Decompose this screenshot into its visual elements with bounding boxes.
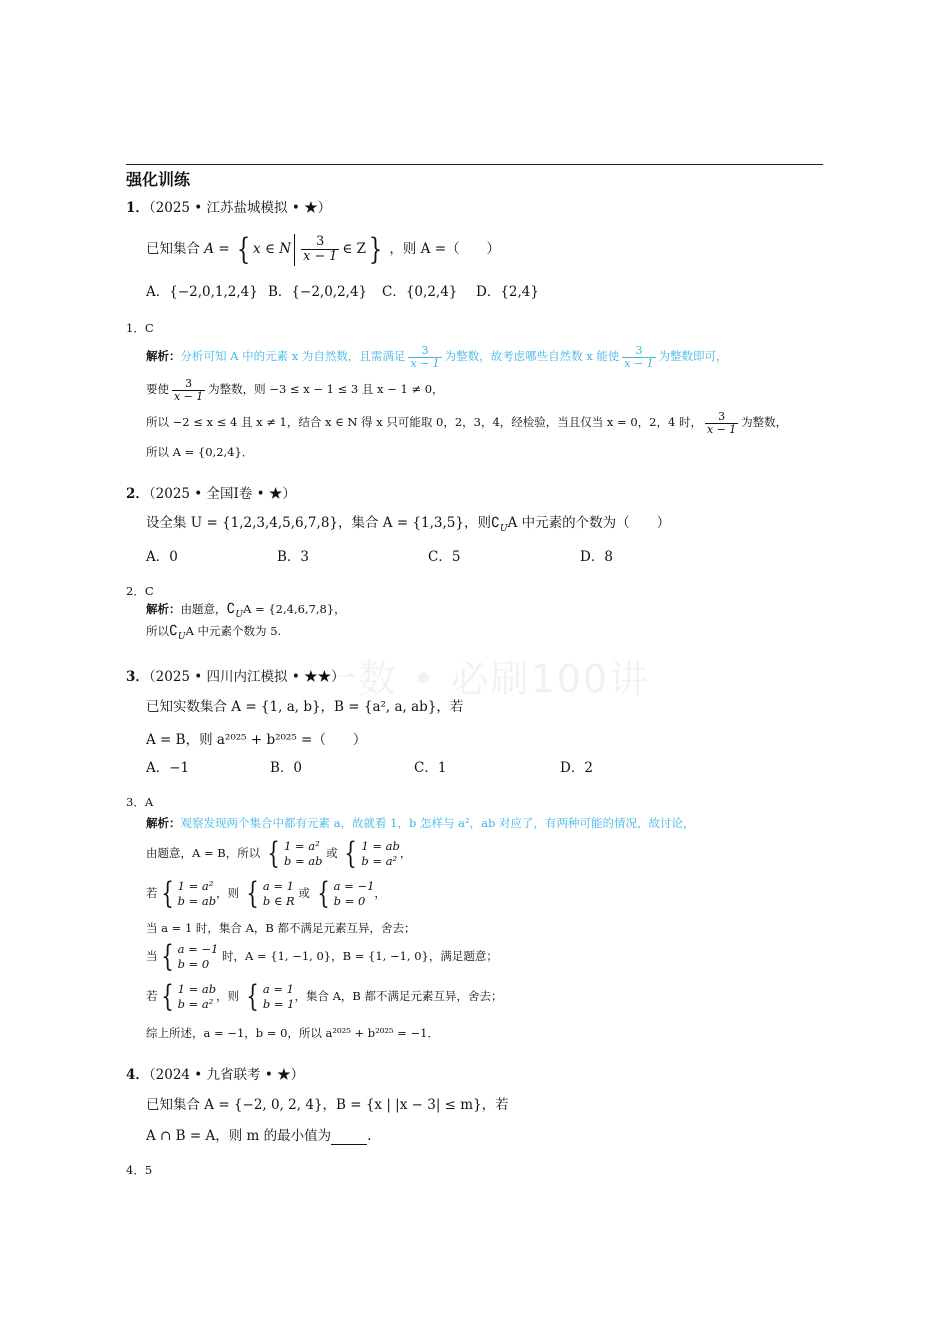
- q2-line1-pre: 由题意，: [180, 602, 227, 616]
- q2-header: [126, 485, 296, 503]
- q1-line3-frac-num: 3: [718, 409, 726, 423]
- q1-fraction: [301, 235, 339, 264]
- q3-sys8-row1: a = 1: [262, 982, 294, 996]
- q1-analysis-line2: [146, 374, 444, 404]
- q2-stem-post: A 中元素的个数为（ ）: [507, 515, 671, 531]
- q3-sys7-row2: b = a²: [177, 997, 214, 1011]
- q1-option-c[interactable]: [382, 283, 457, 301]
- q4-source: （2024 • 九省联考 • ★）: [148, 1067, 305, 1083]
- q3-system-4: { a = 1 b ∈ R: [246, 876, 295, 911]
- q2-option-a-label: A．: [146, 549, 170, 565]
- q4-answer-blank[interactable]: [331, 1130, 367, 1145]
- q3-stem-line1: 已知实数集合 A = {1, a, b}，B = {a², a, ab}，若: [146, 699, 464, 715]
- q1-number: 1．: [126, 200, 149, 216]
- q1-line2-frac-num: 3: [185, 376, 193, 390]
- q1-line3-frac-den: x − 1: [706, 422, 737, 436]
- q2-stem: [146, 514, 670, 538]
- q3-analysis-line5: [146, 939, 498, 973]
- q3-option-d-text: 2: [584, 760, 593, 776]
- q2-option-b[interactable]: [277, 548, 309, 566]
- q3-sys2-row2: b = a²: [361, 854, 398, 868]
- q3-source: （2025 • 四川内江模拟 • ★★）: [148, 669, 345, 685]
- q1-option-b-text: {−2,0,2,4}: [291, 284, 368, 300]
- q1-option-a-label: A．: [146, 284, 170, 300]
- q3-sys6-row2: b = 0: [177, 957, 210, 971]
- q1-set-lhs: x ∈ N: [253, 241, 292, 257]
- q3-comma-2: ，: [374, 886, 386, 900]
- watermark: 一数 • 必刷100讲: [318, 657, 650, 701]
- q1-a-eq: A =: [204, 241, 230, 257]
- q3-l6-post: ，集合 A，B 都不满足元素互异，舍去；: [294, 989, 503, 1003]
- q2-stem-pre: 设全集 U = {1,2,3,4,5,6,7,8}，集合 A = {1,3,5}，则: [146, 515, 491, 531]
- q3-sys5-row1: a = −1: [333, 879, 375, 893]
- q3-l2-pre: 由题意，A = B，所以: [146, 846, 261, 860]
- q2-comp-sym-3: ∁: [169, 623, 178, 639]
- q3-option-a-text: −1: [169, 760, 190, 776]
- q1-line3-pre: 所以 −2 ≤ x ≤ 4 且 x ≠ 1，结合 x ∈ N 得 x 只可能取 0，2，3，4，经检验，当且仅当 x = 0，2，4 时，: [146, 415, 702, 429]
- q1-option-d-text: {2,4}: [500, 284, 539, 300]
- q1-set-rhs: ∈ Z: [342, 241, 366, 257]
- q3-l5-post: 时，A = {1, −1, 0}，B = {1, −1, 0}，满足题意；: [222, 949, 498, 963]
- q3-header: [126, 668, 345, 686]
- q3-sys6-row1: a = −1: [177, 942, 219, 956]
- q2-line1-post: A = {2,4,6,7,8}，: [243, 602, 346, 616]
- q1-analysis-line3: [146, 407, 787, 437]
- q1-analysis-hint-1: 分析可知 A 中的元素 x 为自然数，且需满足: [180, 349, 406, 363]
- q3-analysis-line6: [146, 979, 503, 1013]
- q2-analysis-line1: [146, 601, 346, 623]
- q2-source: （2025 • 全国Ⅰ卷 • ★）: [148, 486, 296, 502]
- q3-system-3: { 1 = a² b = ab: [160, 876, 217, 911]
- q3-system-8: { a = 1 b = 1: [246, 979, 295, 1014]
- q1-hint-fraction-1: [408, 345, 441, 370]
- q1-header: [126, 199, 331, 217]
- q4-stem-line2: [146, 1127, 371, 1145]
- q1-option-c-label: C．: [382, 284, 406, 300]
- q1-option-c-text: {0,2,4}: [405, 284, 458, 300]
- q2-comp-sym: ∁: [490, 515, 500, 531]
- q3-option-d[interactable]: [560, 759, 593, 777]
- q2-option-a[interactable]: [146, 548, 178, 566]
- q1-frac-num: 3: [316, 233, 325, 249]
- q3-system-1: { 1 = a² b = ab: [267, 836, 323, 871]
- q3-sys8-row2: b = 1: [262, 997, 295, 1011]
- q1-option-d[interactable]: [476, 283, 539, 301]
- q3-answer: 3．A: [126, 795, 154, 809]
- q3-system-7: { 1 = ab b = a²: [160, 979, 217, 1014]
- q2-comp-sub-3: U: [177, 631, 186, 642]
- header-rule: [126, 164, 823, 165]
- q3-analysis-line2: [146, 836, 411, 870]
- q3-sys4-row1: a = 1: [262, 879, 294, 893]
- q4-header: [126, 1066, 304, 1084]
- q1-line2-fraction: [172, 378, 205, 403]
- q3-system-6: { a = −1 b = 0: [160, 939, 219, 974]
- section-title: 强化训练: [126, 170, 191, 189]
- q2-line2-post: A 中元素个数为 5.: [185, 624, 282, 638]
- q2-option-c-text: 5: [451, 549, 461, 565]
- q2-analysis-label: 解析：: [146, 602, 181, 616]
- q2-complement-icon: [490, 515, 508, 534]
- q3-then-1: ，则: [216, 886, 240, 900]
- q1-analysis-line1: [146, 341, 728, 371]
- q3-sys3-row2: b = ab: [177, 894, 217, 908]
- q1-option-a-text: {−2,0,1,2,4}: [169, 284, 258, 300]
- q3-system-2: { 1 = ab b = a²: [344, 836, 400, 871]
- q1-source: （2025 • 江苏盐城模拟 • ★）: [148, 200, 332, 216]
- q1-option-b[interactable]: [268, 283, 367, 301]
- q2-option-c-label: C．: [428, 549, 452, 565]
- q1-hint-frac2-den: x − 1: [624, 356, 654, 370]
- q1-line2-frac-den: x − 1: [174, 389, 204, 403]
- q3-sys1-row1: 1 = a²: [283, 839, 320, 853]
- q1-hint-frac2-num: 3: [635, 343, 643, 357]
- q1-analysis-label: 解析：: [146, 349, 181, 363]
- q1-hint-fraction-2: [622, 345, 655, 370]
- q1-line3-fraction: [705, 411, 738, 436]
- q3-system-5: { a = −1 b = 0: [316, 876, 375, 911]
- q2-option-b-text: 3: [300, 549, 310, 565]
- q2-comp-sub-2: U: [235, 609, 244, 620]
- q2-comp-sub: U: [499, 523, 508, 534]
- q4-answer: 4．5: [126, 1163, 153, 1177]
- q3-option-c-label: C．: [414, 760, 438, 776]
- q1-option-a[interactable]: [146, 283, 258, 301]
- q2-comp-sym-2: ∁: [226, 601, 236, 617]
- q2-answer: 2．C: [126, 584, 154, 598]
- q3-l3-pre: 若: [146, 886, 158, 900]
- q4-stem2-text: A ∩ B = A，则 m 的最小值为: [146, 1128, 332, 1144]
- q3-option-c-text: 1: [437, 760, 447, 776]
- q2-complement-icon-3: [169, 623, 186, 642]
- q3-option-b[interactable]: [270, 759, 302, 777]
- q3-number: 3．: [126, 669, 149, 685]
- q3-sys3-row1: 1 = a²: [177, 879, 214, 893]
- q1-analysis-hint-3: 为整数即可，: [658, 349, 728, 363]
- q3-stem-line2: A = B，则 a²⁰²⁵ + b²⁰²⁵ =（ ）: [146, 732, 367, 748]
- q3-option-d-label: D．: [560, 760, 585, 776]
- q3-l6-pre: 若: [146, 989, 158, 1003]
- q1-line3-post: 为整数，: [741, 415, 788, 429]
- q1-option-b-label: B．: [268, 284, 292, 300]
- q3-l5-pre: 当: [146, 949, 158, 963]
- q2-option-d[interactable]: [580, 548, 613, 566]
- q3-or-1: 或: [326, 846, 338, 860]
- q1-hint-frac1-den: x − 1: [410, 356, 440, 370]
- q3-option-b-label: B．: [270, 760, 294, 776]
- q3-or-2: 或: [298, 886, 310, 900]
- q1-set-close-brace: }: [368, 231, 383, 267]
- q3-option-c[interactable]: [414, 759, 446, 777]
- q3-analysis-hint: 观察发现两个集合中都有元素 a，故就看 1，b 怎样与 a²，ab 对应了，有两种可能的情况，故讨论，: [180, 816, 695, 830]
- q4-stem2-end: .: [367, 1128, 372, 1144]
- q1-frac-den: x − 1: [303, 249, 338, 264]
- q2-option-b-label: B．: [277, 549, 301, 565]
- q2-option-c[interactable]: [428, 548, 460, 566]
- q3-option-b-text: 0: [293, 760, 303, 776]
- q1-line2-pre: 要使: [146, 382, 169, 396]
- q1-stem-pre: 已知集合: [146, 241, 200, 257]
- q1-line2-post: 为整数，则 −3 ≤ x − 1 ≤ 3 且 x − 1 ≠ 0，: [208, 382, 444, 396]
- q1-answer: 1．C: [126, 321, 154, 335]
- q3-option-a[interactable]: [146, 759, 189, 777]
- q3-analysis-line1: [146, 815, 695, 831]
- q3-sys5-row2: b = 0: [333, 894, 366, 908]
- q4-stem-line1: 已知集合 A = {−2, 0, 2, 4}，B = {x | |x − 3| ≤ m}，若: [146, 1097, 509, 1113]
- q2-complement-icon-2: [226, 601, 244, 620]
- q3-option-a-label: A．: [146, 760, 170, 776]
- q3-comma-1: ，: [399, 846, 412, 860]
- q1-set-open-brace: {: [236, 231, 251, 267]
- q2-number: 2．: [126, 486, 149, 502]
- q2-option-d-text: 8: [604, 549, 613, 565]
- q1-hint-frac1-num: 3: [421, 343, 429, 357]
- q2-line2-pre: 所以: [146, 624, 169, 638]
- q2-analysis-line2: [146, 623, 281, 645]
- q3-sys4-row2: b ∈ R: [262, 894, 295, 908]
- q3-analysis-line3: [146, 876, 386, 910]
- q3-analysis-label: 解析：: [146, 816, 181, 830]
- q3-then-2: ，则: [216, 989, 240, 1003]
- q3-analysis-line7: 综上所述，a = −1，b = 0，所以 a²⁰²⁵ + b²⁰²⁵ = −1．: [146, 1026, 439, 1040]
- q3-sys7-row1: 1 = ab: [177, 982, 217, 996]
- q2-option-a-text: 0: [169, 549, 178, 565]
- q2-option-d-label: D．: [580, 549, 605, 565]
- q3-sys2-row1: 1 = ab: [361, 839, 400, 853]
- q1-analysis-hint-2: 为整数，故考虑哪些自然数 x 能使: [444, 349, 620, 363]
- q3-analysis-line4: 当 a = 1 时，集合 A，B 都不满足元素互异，舍去；: [146, 921, 416, 935]
- q3-sys1-row2: b = ab: [283, 854, 323, 868]
- q1-option-d-label: D．: [476, 284, 501, 300]
- q1-set-bar: [294, 234, 295, 266]
- q1-stem-post: ，则 A =（ ）: [389, 241, 501, 257]
- q1-analysis-line4: 所以 A = {0,2,4}．: [146, 445, 254, 459]
- q4-number: 4．: [126, 1067, 149, 1083]
- q1-stem: [146, 232, 500, 266]
